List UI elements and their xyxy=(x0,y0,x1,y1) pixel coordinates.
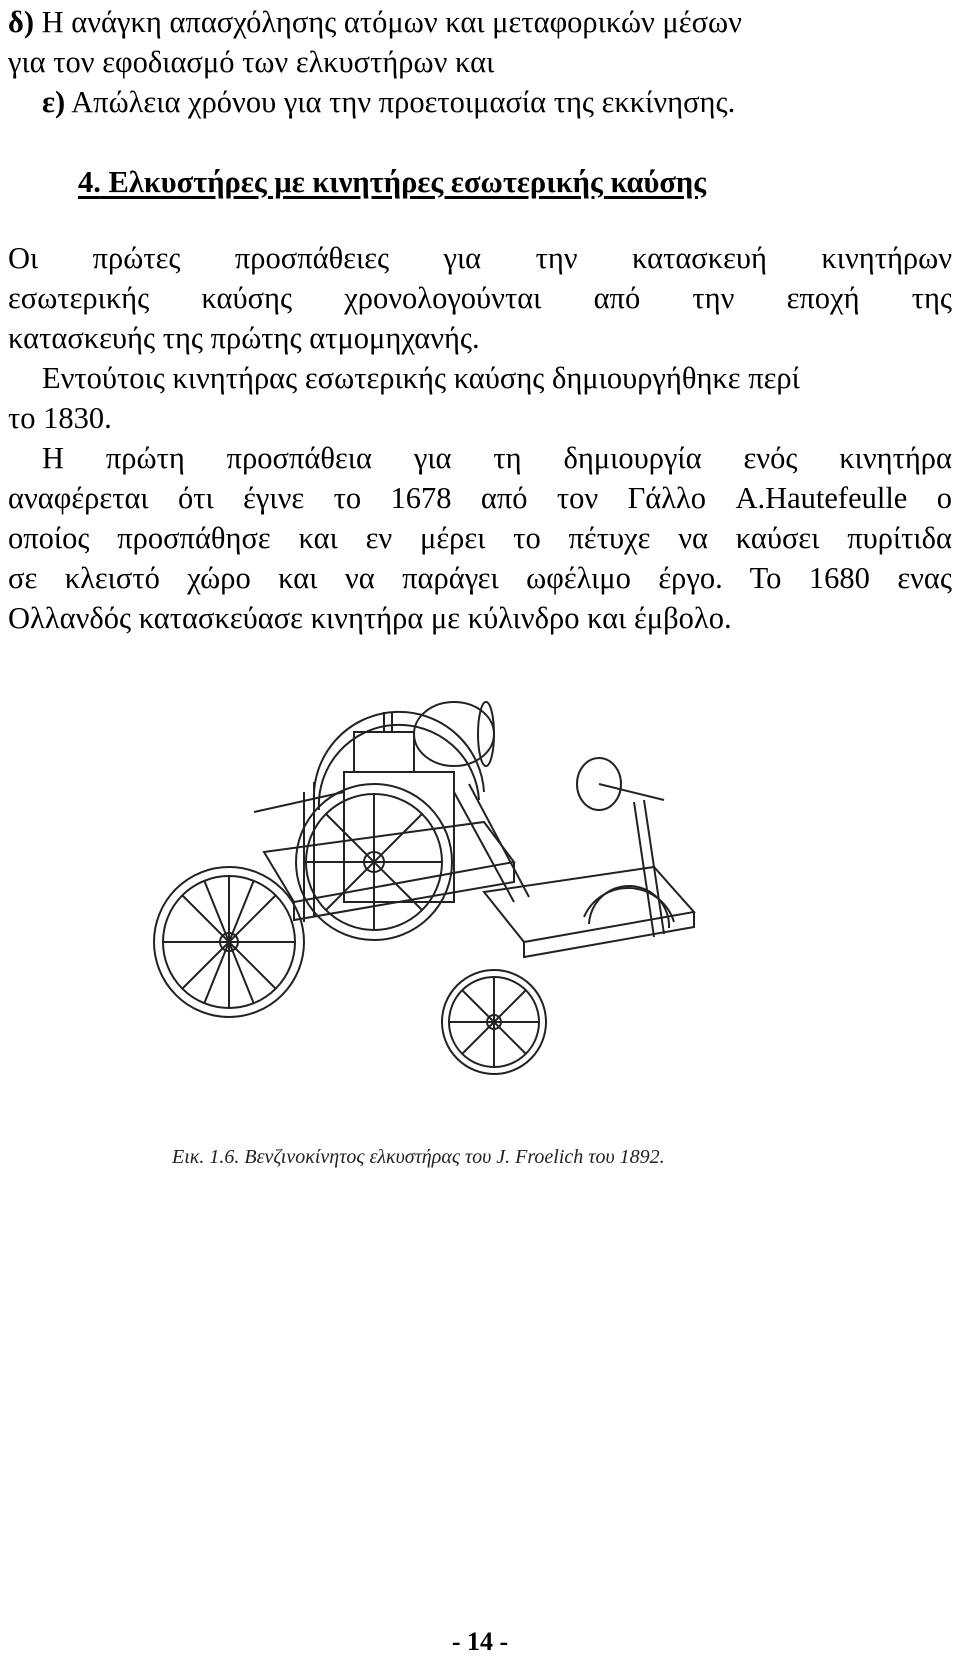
body-line: οποίος προσπάθησε και εν μέρει το πέτυχε να καύσει πυρίτιδα xyxy=(8,521,952,555)
body-line: σε κλειστό χώρο και να παράγει ωφέλιμο έργο. Το 1680 ενας xyxy=(8,561,952,595)
page-number: - 14 - xyxy=(451,1627,509,1656)
section-title: Ελκυστήρες με κινητήρες εσωτερικής καύσης xyxy=(108,165,707,199)
item-e-label: ε) xyxy=(42,85,66,119)
item-d-line-1 xyxy=(8,2,952,42)
body-line: αναφέρεται ότι έγινε το 1678 από τον Γάλλο A.Hautefeulle o xyxy=(8,481,952,515)
tractor-illustration xyxy=(14,672,844,1192)
body-line: Εντούτοις κινητήρας εσωτερικής καύσης δημιουργήθηκε περί xyxy=(42,361,800,395)
body-line: Η πρώτη προσπάθεια για τη δημιουργία ενός κινητήρα xyxy=(42,441,952,475)
body-line: το 1830. xyxy=(8,401,112,435)
item-d-label: δ) xyxy=(8,5,34,39)
section-heading xyxy=(78,162,706,202)
item-e-line xyxy=(42,82,960,122)
item-e-text: Απώλεια χρόνου για την προετοιμασία της εκκίνησης. xyxy=(65,85,736,119)
item-d-text-1: Η ανάγκη απασχόλησης ατόμων και μεταφορικών μέσων xyxy=(34,5,742,39)
section-number: 4. xyxy=(78,165,101,199)
body-line: Οι πρώτες προσπάθειες για την κατασκευή κινητήρων xyxy=(8,241,952,275)
body-line: κατασκευής της πρώτης ατμομηχανής. xyxy=(8,321,480,355)
body-line: Ολλανδός κατασκεύασε κινητήρα με κύλινδρο και έμβολο. xyxy=(8,601,732,635)
item-d-line-2: για τον εφοδιασμό των ελκυστήρων και xyxy=(8,45,495,79)
body-line: εσωτερικής καύσης χρονολογούνται από την εποχή της xyxy=(8,281,952,315)
figure-caption: Εικ. 1.6. Βενζινοκίνητος ελκυστήρας του J. Froelich του 1892. xyxy=(172,1146,665,1168)
